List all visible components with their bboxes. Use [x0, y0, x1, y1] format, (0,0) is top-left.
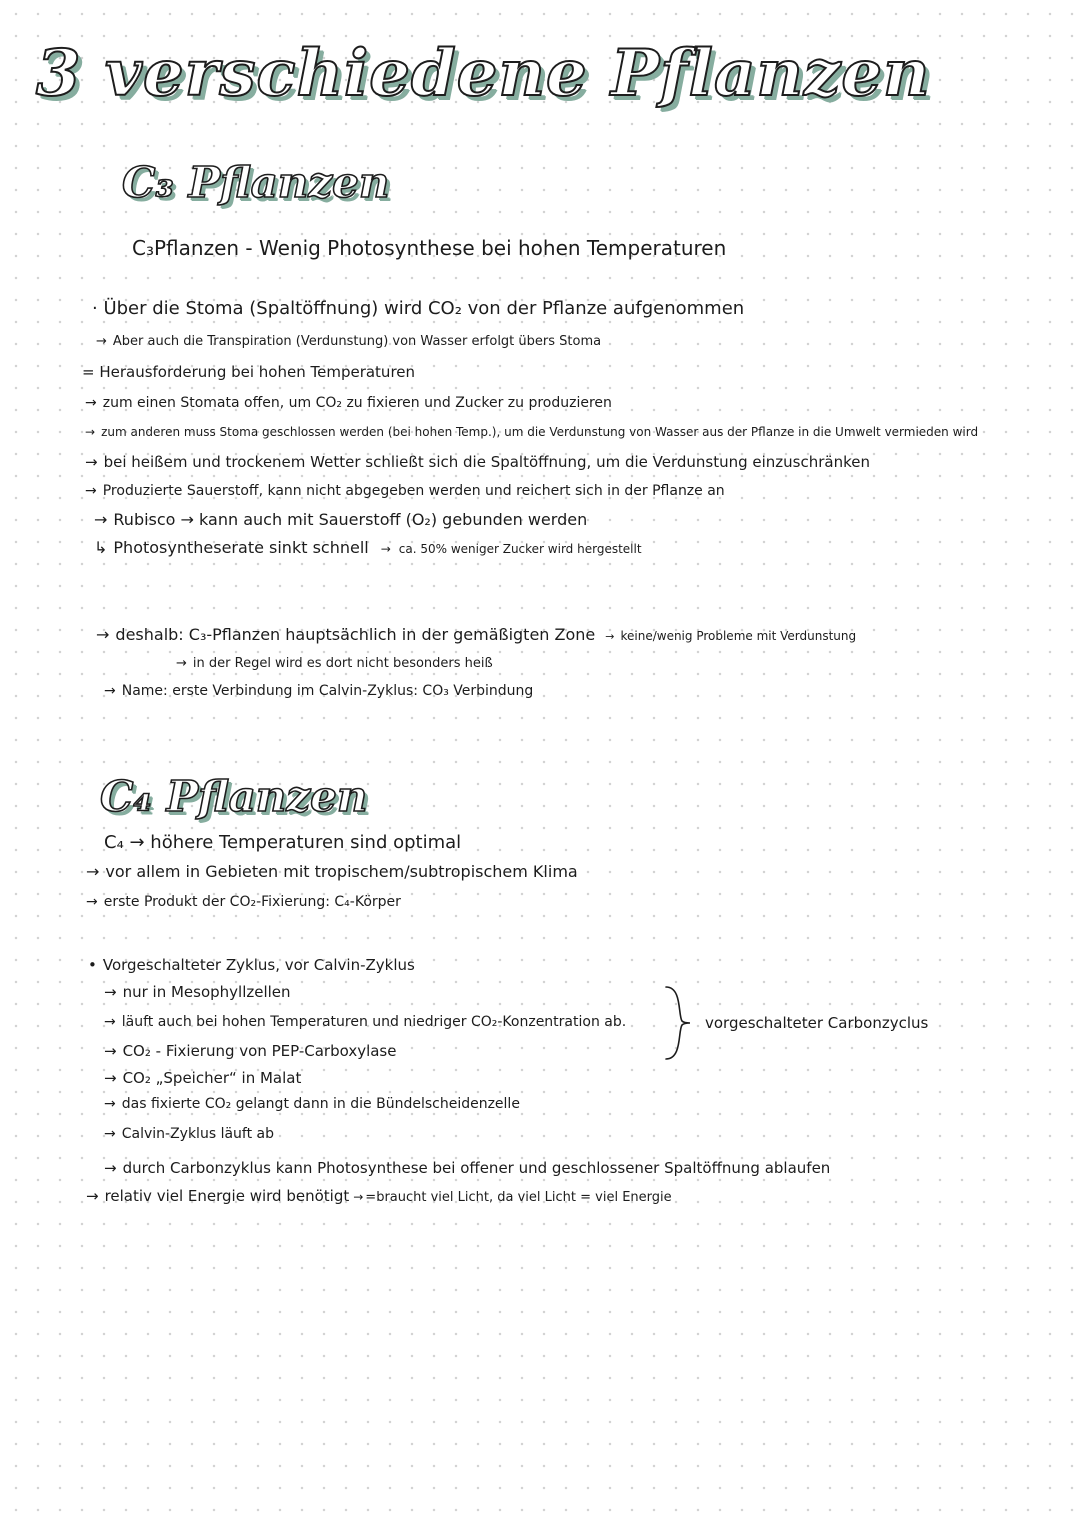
arrow-icon: →: [380, 542, 391, 556]
c3-line-1: · Über die Stoma (Spaltöffnung) wird CO₂ von der Pflanze aufgenommen: [92, 298, 745, 319]
arrow-icon: →: [104, 1126, 116, 1142]
c3-line-6: → bei heißem und trockenem Wetter schließt sich die Spaltöffnung, um die Verdunstung einzuschränken: [85, 453, 871, 471]
arrow-icon: →: [85, 425, 96, 439]
arrow-icon: →: [94, 510, 108, 529]
arrow-icon: →: [86, 894, 98, 910]
c4-line-12: → relativ viel Energie wird benötigt → =braucht viel Licht, da viel Licht = viel Energie: [86, 1187, 672, 1205]
return-arrow-icon: ↳: [94, 538, 108, 557]
c4-line-7: → CO₂ - Fixierung von PEP-Carboxylase: [104, 1042, 397, 1060]
arrow-icon: →: [176, 656, 187, 671]
arrow-icon: →: [104, 1096, 116, 1112]
arrow-icon: →: [85, 453, 98, 471]
c4-line-9: → das fixierte CO₂ gelangt dann in die Bündelscheidenzelle: [104, 1096, 520, 1112]
arrow-icon: →: [86, 862, 100, 881]
arrow-icon: →: [104, 1014, 116, 1030]
c4-line-8: → CO₂ „Speicher“ in Malat: [104, 1069, 302, 1087]
arrow-icon: →: [96, 334, 107, 349]
c4-heading: C₄ Pflanzen: [100, 772, 368, 821]
c3-line-7: → Produzierte Sauerstoff, kann nicht abgegeben werden und reichert sich in der Pflanze an: [85, 483, 725, 499]
arrow-icon: →: [104, 1069, 117, 1087]
arrow-icon: →: [85, 483, 97, 499]
c4-line-5: → nur in Mesophyllzellen: [104, 983, 291, 1001]
curly-brace-icon: [660, 985, 696, 1061]
c4-line-10: → Calvin-Zyklus läuft ab: [104, 1126, 274, 1142]
c4-line-6: → läuft auch bei hohen Temperaturen und niedriger CO₂-Konzentration ab.: [104, 1014, 627, 1030]
arrow-icon: →: [104, 683, 116, 699]
page-title: 3 verschiedene Pflanzen: [36, 36, 931, 111]
arrow-icon: →: [353, 1190, 364, 1204]
c3-line-12: → in der Regel wird es dort nicht besonders heiß: [176, 656, 493, 671]
c3-line-9: ↳ Photosyntheserate sinkt schnell → ca. 50% weniger Zucker wird hergestellt: [94, 538, 642, 557]
c4-line-2: → vor allem in Gebieten mit tropischem/subtropischem Klima: [86, 862, 578, 881]
arrow-icon: →: [86, 1187, 99, 1205]
arrow-icon: →: [605, 630, 615, 643]
c4-line-4: • Vorgeschalteter Zyklus, vor Calvin-Zyklus: [88, 956, 415, 974]
arrow-icon: →: [96, 625, 110, 644]
c3-line-13: → Name: erste Verbindung im Calvin-Zyklus: CO₃ Verbindung: [104, 683, 534, 699]
c3-line-2: → Aber auch die Transpiration (Verdunstung) von Wasser erfolgt übers Stoma: [96, 334, 602, 349]
arrow-icon: →: [104, 1042, 117, 1060]
c3-line-11: → deshalb: C₃-Pflanzen hauptsächlich in der gemäßigten Zone → keine/wenig Probleme mit Verdunstung: [96, 625, 857, 644]
arrow-icon: →: [85, 395, 97, 411]
c4-line-3: → erste Produkt der CO₂-Fixierung: C₄-Körper: [86, 894, 401, 910]
arrow-icon: →: [104, 983, 117, 1001]
c3-line-8: → Rubisco → kann auch mit Sauerstoff (O₂) gebunden werden: [94, 510, 588, 529]
arrow-icon: →: [104, 1159, 117, 1177]
brace-note: vorgeschalteter Carbonzyclus: [705, 1014, 929, 1032]
bullet-icon: •: [88, 956, 97, 974]
c3-line-4: → zum einen Stomata offen, um CO₂ zu fixieren und Zucker zu produzieren: [85, 395, 612, 411]
c3-heading: C₃ Pflanzen: [122, 158, 390, 207]
c3-line-3: = Herausforderung bei hohen Temperaturen: [82, 363, 416, 381]
c4-line-11: → durch Carbonzyklus kann Photosynthese bei offener und geschlossener Spaltöffnung ablaufen: [104, 1159, 831, 1177]
c3-line-5: → zum anderen muss Stoma geschlossen werden (bei hohen Temp.), um die Verdunstung von Wasser aus der Pflanze in die Umwelt vermieden wird: [85, 425, 979, 439]
c4-line-1: C₄ → höhere Temperaturen sind optimal: [104, 832, 462, 853]
c3-subtitle: C₃Pflanzen - Wenig Photosynthese bei hohen Temperaturen: [132, 236, 727, 260]
